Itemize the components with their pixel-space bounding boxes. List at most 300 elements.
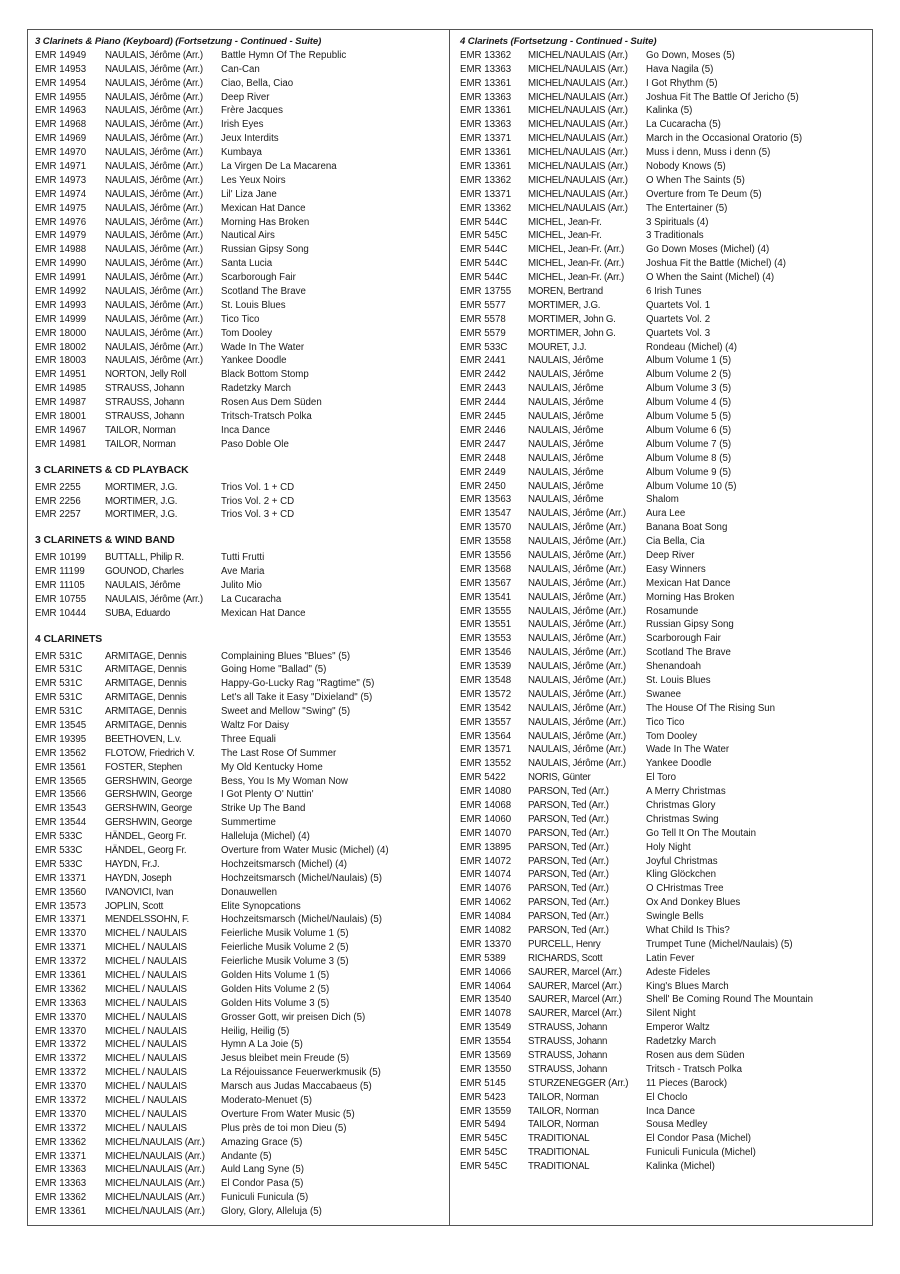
piece-title: Funiculi Funicula (5) — [221, 1192, 309, 1204]
catalog-row — [35, 1136, 445, 1150]
catalog-row — [35, 761, 445, 775]
piece-title: Heilig, Heilig (5) — [221, 1025, 290, 1037]
composer: TRADITIONAL — [528, 1133, 590, 1145]
piece-title: 6 Irish Tunes — [646, 286, 702, 298]
catalog-number: EMR 14064 — [460, 980, 512, 992]
catalog-row — [460, 507, 868, 521]
piece-title: Golden Hits Volume 2 (5) — [221, 983, 330, 995]
catalog-row — [460, 63, 868, 77]
piece-title: Deep River — [221, 91, 270, 103]
composer: TRADITIONAL — [528, 1147, 590, 1159]
composer: MICHEL / NAULAIS — [105, 1067, 187, 1079]
composer: MICHEL/NAULAIS (Arr.) — [105, 1150, 205, 1162]
catalog-row — [35, 650, 445, 664]
composer: MICHEL/NAULAIS (Arr.) — [528, 105, 628, 117]
catalog-row — [35, 104, 445, 118]
catalog-row — [460, 1118, 868, 1132]
composer: NAULAIS, Jérôme (Arr.) — [105, 105, 203, 117]
composer: MORTIMER, J.G. — [105, 481, 178, 493]
catalog-row — [460, 480, 868, 494]
catalog-number: EMR 13546 — [460, 647, 512, 659]
piece-title: Holy Night — [646, 841, 691, 853]
composer: SUBA, Eduardo — [105, 607, 171, 619]
composer: MOREN, Bertrand — [528, 286, 603, 298]
composer: PARSON, Ted (Arr.) — [528, 869, 609, 881]
composer: NAULAIS, Jérôme (Arr.) — [528, 647, 626, 659]
catalog-number: EMR 13370 — [35, 1081, 87, 1093]
piece-title: St. Louis Blues — [221, 299, 286, 311]
catalog-row — [35, 872, 445, 886]
catalog-row — [460, 549, 868, 563]
catalog-number: EMR 14076 — [460, 883, 512, 895]
composer: MICHEL/NAULAIS (Arr.) — [528, 174, 628, 186]
catalog-number: EMR 2445 — [460, 411, 506, 423]
catalog-row — [460, 1035, 868, 1049]
composer: MORTIMER, John G. — [528, 327, 616, 339]
catalog-number: EMR 531C — [35, 692, 83, 704]
piece-title: Wade In The Water — [646, 744, 730, 756]
catalog-number: EMR 13542 — [460, 702, 512, 714]
catalog-number: EMR 13565 — [35, 775, 87, 787]
composer: NAULAIS, Jérôme (Arr.) — [105, 174, 203, 186]
composer: STRAUSS, Johann — [528, 1022, 608, 1034]
catalog-row — [35, 354, 445, 368]
catalog-number: EMR 13361 — [460, 77, 512, 89]
catalog-row — [460, 1160, 868, 1174]
piece-title: Plus près de toi mon Dieu (5) — [221, 1122, 347, 1134]
catalog-number: EMR 13539 — [460, 661, 512, 673]
piece-title: Ave Maria — [221, 566, 265, 578]
catalog-number: EMR 10755 — [35, 593, 87, 605]
catalog-number: EMR 13573 — [35, 900, 87, 912]
catalog-number: EMR 2442 — [460, 369, 506, 381]
catalog-row — [35, 1205, 445, 1219]
composer: NAULAIS, Jérôme (Arr.) — [528, 633, 626, 645]
catalog-row — [460, 771, 868, 785]
catalog-number: EMR 2448 — [460, 452, 506, 464]
piece-title: Frère Jacques — [221, 105, 283, 117]
piece-title: Summertime — [221, 817, 276, 829]
composer: NORTON, Jelly Roll — [105, 369, 187, 381]
piece-title: Radetzky March — [646, 1036, 716, 1048]
catalog-row — [35, 705, 445, 719]
catalog-row — [35, 663, 445, 677]
piece-title: El Condor Pasa (5) — [221, 1178, 304, 1190]
composer: STURZENEGGER (Arr.) — [528, 1077, 629, 1089]
catalog-row — [35, 788, 445, 802]
piece-title: Silent Night — [646, 1008, 696, 1020]
catalog-number: EMR 14949 — [35, 49, 87, 61]
catalog-row — [460, 174, 868, 188]
catalog-row — [35, 1122, 445, 1136]
catalog-number: EMR 14993 — [35, 299, 87, 311]
catalog-number: EMR 14072 — [460, 855, 512, 867]
left-column — [35, 35, 445, 1219]
catalog-row — [35, 941, 445, 955]
catalog-number: EMR 531C — [35, 706, 83, 718]
catalog-row — [460, 882, 868, 896]
piece-title: Shalom — [646, 494, 679, 506]
catalog-row — [35, 1150, 445, 1164]
composer: MICHEL/NAULAIS (Arr.) — [528, 77, 628, 89]
catalog-row — [460, 299, 868, 313]
column-divider — [449, 29, 450, 1226]
catalog-row — [460, 91, 868, 105]
composer: TAILOR, Norman — [105, 438, 176, 450]
piece-title: Album Volume 2 (5) — [646, 369, 732, 381]
composer: HÄNDEL, Georg Fr. — [105, 844, 187, 856]
composer: NAULAIS, Jérôme — [528, 369, 604, 381]
composer: GOUNOD, Charles — [105, 566, 184, 578]
catalog-number: EMR 13559 — [460, 1105, 512, 1117]
composer: MOURET, J.J. — [528, 341, 587, 353]
catalog-number: EMR 13372 — [35, 1095, 87, 1107]
piece-title: Tritsch - Tratsch Polka — [646, 1063, 742, 1075]
section-title: 3 CLARINETS & WIND BAND — [35, 535, 175, 547]
catalog-number: EMR 14074 — [460, 869, 512, 881]
piece-title: Battle Hymn Of The Republic — [221, 49, 347, 61]
catalog-number: EMR 5145 — [460, 1077, 506, 1089]
catalog-row — [460, 202, 868, 216]
catalog-row — [460, 591, 868, 605]
piece-title: Yankee Doodle — [646, 758, 712, 770]
catalog-number: EMR 14979 — [35, 230, 87, 242]
composer: ARMITAGE, Dennis — [105, 719, 187, 731]
catalog-number: EMR 14988 — [35, 244, 87, 256]
catalog-number: EMR 2450 — [460, 480, 506, 492]
piece-title: Christmas Glory — [646, 799, 716, 811]
composer: MICHEL / NAULAIS — [105, 1039, 187, 1051]
catalog-row — [460, 646, 868, 660]
catalog-row — [35, 77, 445, 91]
catalog-number: EMR 13363 — [460, 119, 512, 131]
piece-title: Tom Dooley — [221, 327, 273, 339]
composer: TAILOR, Norman — [528, 1091, 599, 1103]
catalog-row — [35, 1108, 445, 1122]
piece-title: Album Volume 5 (5) — [646, 411, 732, 423]
composer: MICHEL/NAULAIS (Arr.) — [528, 188, 628, 200]
piece-title: Elite Synopcations — [221, 900, 301, 912]
catalog-number: EMR 13552 — [460, 758, 512, 770]
catalog-number: EMR 13370 — [460, 938, 512, 950]
catalog-number: EMR 13362 — [35, 983, 87, 995]
catalog-number: EMR 13560 — [35, 886, 87, 898]
catalog-row — [35, 368, 445, 382]
catalog-number: EMR 13372 — [35, 1039, 87, 1051]
catalog-row — [35, 299, 445, 313]
piece-title: Album Volume 9 (5) — [646, 466, 732, 478]
piece-title: Tico Tico — [221, 313, 260, 325]
composer: MORTIMER, J.G. — [105, 509, 178, 521]
composer: NAULAIS, Jérôme — [528, 480, 604, 492]
catalog-row — [35, 424, 445, 438]
composer: NAULAIS, Jérôme (Arr.) — [528, 674, 626, 686]
catalog-row — [460, 924, 868, 938]
catalog-row — [35, 243, 445, 257]
catalog-row — [460, 785, 868, 799]
catalog-number: EMR 13362 — [35, 1192, 87, 1204]
composer: NAULAIS, Jérôme (Arr.) — [528, 508, 626, 520]
catalog-number: EMR 14070 — [460, 827, 512, 839]
piece-title: Waltz For Daisy — [221, 719, 289, 731]
catalog-row — [460, 674, 868, 688]
composer: NAULAIS, Jérôme (Arr.) — [105, 327, 203, 339]
catalog-number: EMR 14990 — [35, 258, 87, 270]
composer: NAULAIS, Jérôme — [528, 452, 604, 464]
piece-title: Scotland The Brave — [646, 647, 731, 659]
composer: MICHEL/NAULAIS (Arr.) — [528, 202, 628, 214]
catalog-number: EMR 2443 — [460, 383, 506, 395]
composer: MICHEL/NAULAIS (Arr.) — [528, 91, 628, 103]
catalog-number: EMR 13557 — [460, 716, 512, 728]
composer: GERSHWIN, George — [105, 789, 192, 801]
piece-title: Trios Vol. 1 + CD — [221, 481, 295, 493]
catalog-number: EMR 13541 — [460, 591, 512, 603]
composer: MICHEL / NAULAIS — [105, 1122, 187, 1134]
piece-title: El Condor Pasa (Michel) — [646, 1133, 751, 1145]
piece-title: El Toro — [646, 772, 676, 784]
catalog-row — [35, 983, 445, 997]
catalog-row — [35, 802, 445, 816]
catalog-number: EMR 18001 — [35, 411, 87, 423]
catalog-number: EMR 14968 — [35, 119, 87, 131]
catalog-row — [460, 341, 868, 355]
catalog-row — [35, 495, 445, 509]
composer: PARSON, Ted (Arr.) — [528, 897, 609, 909]
piece-title: Marsch aus Judas Maccabaeus (5) — [221, 1081, 372, 1093]
catalog-row — [35, 481, 445, 495]
composer: MICHEL / NAULAIS — [105, 970, 187, 981]
catalog-number: EMR 2441 — [460, 355, 506, 367]
piece-title: Radetzky March — [221, 383, 291, 395]
catalog-row — [460, 688, 868, 702]
catalog-number: EMR 14975 — [35, 202, 87, 214]
piece-title: Emperor Waltz — [646, 1022, 710, 1034]
catalog-number: EMR 14951 — [35, 369, 87, 381]
composer: NAULAIS, Jérôme (Arr.) — [528, 758, 626, 770]
catalog-row — [460, 660, 868, 674]
catalog-number: EMR 13363 — [460, 91, 512, 103]
catalog-row — [460, 799, 868, 813]
catalog-row — [460, 938, 868, 952]
composer: MICHEL / NAULAIS — [105, 1108, 187, 1120]
composer: NAULAIS, Jérôme (Arr.) — [105, 77, 203, 89]
catalog-number: EMR 13363 — [35, 1164, 87, 1176]
catalog-number: EMR 14084 — [460, 911, 512, 923]
catalog-row — [460, 410, 868, 424]
catalog-row — [35, 1080, 445, 1094]
catalog-row — [460, 1132, 868, 1146]
catalog-number: EMR 13566 — [35, 789, 87, 801]
piece-title: Hava Nagila (5) — [646, 63, 714, 75]
piece-title: Grosser Gott, wir preisen Dich (5) — [221, 1011, 366, 1023]
piece-title: Golden Hits Volume 1 (5) — [221, 970, 330, 981]
piece-title: Album Volume 8 (5) — [646, 452, 732, 464]
catalog-row — [460, 188, 868, 202]
catalog-number: EMR 13547 — [460, 508, 512, 520]
catalog-number: EMR 544C — [460, 216, 508, 228]
composer: PARSON, Ted (Arr.) — [528, 786, 609, 798]
catalog-number: EMR 5578 — [460, 313, 506, 325]
catalog-row — [35, 775, 445, 789]
catalog-number: EMR 14080 — [460, 786, 512, 798]
catalog-number: EMR 13361 — [460, 161, 512, 173]
piece-title: 3 Traditionals — [646, 230, 704, 242]
piece-title: O When The Saints (5) — [646, 174, 745, 186]
catalog-number: EMR 13372 — [35, 1067, 87, 1079]
catalog-row — [35, 913, 445, 927]
composer: TRADITIONAL — [528, 1161, 590, 1173]
catalog-row — [460, 980, 868, 994]
piece-title: Let's all Take it Easy "Dixieland" (5) — [221, 692, 373, 704]
piece-title: Donauwellen — [221, 886, 278, 898]
catalog-number: EMR 13361 — [35, 1206, 87, 1218]
composer: MICHEL, Jean-Fr. (Arr.) — [528, 244, 624, 256]
catalog-number: EMR 533C — [460, 341, 508, 353]
piece-title: Trumpet Tune (Michel/Naulais) (5) — [646, 938, 793, 950]
piece-title: Nobody Knows (5) — [646, 161, 726, 173]
catalog-number: EMR 14082 — [460, 925, 512, 936]
piece-title: 11 Pieces (Barock) — [646, 1077, 728, 1089]
piece-title: Can-Can — [221, 63, 260, 75]
composer: JOPLIN, Scott — [105, 900, 164, 912]
catalog-number: EMR 13551 — [460, 619, 512, 631]
catalog-number: EMR 14971 — [35, 161, 87, 173]
catalog-number: EMR 13371 — [460, 133, 512, 145]
section-title: 4 CLARINETS — [35, 633, 103, 645]
composer: MICHEL/NAULAIS (Arr.) — [528, 63, 628, 75]
piece-title: Scotland The Brave — [221, 286, 306, 298]
piece-title: Jesus bleibet mein Freude (5) — [221, 1053, 350, 1065]
catalog-row — [35, 1025, 445, 1039]
catalog-row — [35, 997, 445, 1011]
catalog-row — [460, 452, 868, 466]
catalog-row — [35, 551, 445, 565]
piece-title: What Child Is This? — [646, 925, 730, 936]
catalog-row — [460, 118, 868, 132]
catalog-row — [35, 396, 445, 410]
catalog-number: EMR 545C — [460, 230, 508, 242]
piece-title: Inca Dance — [646, 1105, 696, 1117]
catalog-row — [460, 396, 868, 410]
piece-title: Andante (5) — [221, 1150, 272, 1162]
piece-title: Les Yeux Noirs — [221, 174, 286, 186]
catalog-row — [35, 202, 445, 216]
catalog-row — [35, 969, 445, 983]
composer: NAULAIS, Jérôme (Arr.) — [105, 355, 203, 367]
piece-title: I Got Plenty O' Nuttin' — [221, 789, 314, 801]
composer: IVANOVICI, Ivan — [105, 886, 174, 898]
catalog-row — [35, 593, 445, 607]
composer: NAULAIS, Jérôme — [528, 411, 604, 423]
piece-title: Kalinka (5) — [646, 105, 693, 117]
composer: NAULAIS, Jérôme (Arr.) — [105, 286, 203, 298]
piece-title: Overture From Water Music (5) — [221, 1108, 355, 1120]
section-title: 3 Clarinets & Piano (Keyboard) (Fortsetzung - Continued - Suite) — [35, 36, 322, 47]
catalog-number: EMR 545C — [460, 1147, 508, 1159]
composer: PURCELL, Henry — [528, 938, 601, 950]
catalog-row — [460, 966, 868, 980]
composer: PARSON, Ted (Arr.) — [528, 883, 609, 895]
composer: NAULAIS, Jérôme (Arr.) — [528, 605, 626, 617]
composer: MICHEL, Jean-Fr. (Arr.) — [528, 258, 624, 270]
piece-title: My Old Kentucky Home — [221, 761, 323, 773]
catalog-row — [35, 1038, 445, 1052]
catalog-number: EMR 2255 — [35, 481, 81, 493]
composer: ARMITAGE, Dennis — [105, 650, 187, 662]
catalog-number: EMR 533C — [35, 858, 83, 870]
catalog-number: EMR 14953 — [35, 63, 87, 75]
catalog-row — [460, 563, 868, 577]
piece-title: La Cucaracha — [221, 593, 282, 605]
catalog-row — [460, 868, 868, 882]
composer: PARSON, Ted (Arr.) — [528, 925, 609, 936]
composer: MORTIMER, John G. — [528, 313, 616, 325]
piece-title: O CHristmas Tree — [646, 883, 724, 895]
catalog-number: EMR 13554 — [460, 1036, 512, 1048]
piece-title: Mexican Hat Dance — [221, 202, 306, 214]
composer: NAULAIS, Jérôme — [528, 424, 604, 436]
composer: NAULAIS, Jérôme (Arr.) — [105, 119, 203, 131]
piece-title: St. Louis Blues — [646, 674, 711, 686]
catalog-row — [460, 730, 868, 744]
piece-title: Cia Bella, Cia — [646, 536, 705, 548]
composer: MICHEL/NAULAIS (Arr.) — [105, 1178, 205, 1190]
piece-title: Joyful Christmas — [646, 855, 718, 867]
catalog-number: EMR 13362 — [460, 202, 512, 214]
catalog-number: EMR 14955 — [35, 91, 87, 103]
catalog-row — [460, 438, 868, 452]
catalog-row — [35, 132, 445, 146]
catalog-number: EMR 14976 — [35, 216, 87, 228]
catalog-number: EMR 11105 — [35, 579, 85, 591]
composer: NAULAIS, Jérôme (Arr.) — [528, 702, 626, 714]
composer: MICHEL / NAULAIS — [105, 1053, 187, 1065]
piece-title: Overture from Water Music (Michel) (4) — [221, 844, 389, 856]
composer: NAULAIS, Jérôme (Arr.) — [528, 716, 626, 728]
catalog-row — [460, 605, 868, 619]
catalog-number: EMR 14060 — [460, 813, 512, 825]
composer: PARSON, Ted (Arr.) — [528, 841, 609, 853]
composer: GERSHWIN, George — [105, 817, 192, 829]
catalog-number: EMR 13371 — [35, 942, 87, 954]
catalog-number: EMR 13570 — [460, 522, 512, 534]
catalog-number: EMR 14967 — [35, 424, 87, 436]
section-4-clarinets-fortsetzung-continued-suite — [460, 35, 868, 1174]
piece-title: Hochzeitsmarsch (Michel/Naulais) (5) — [221, 914, 382, 926]
composer: PARSON, Ted (Arr.) — [528, 799, 609, 811]
catalog-number: EMR 13540 — [460, 994, 512, 1006]
piece-title: March in the Occasional Oratorio (5) — [646, 133, 803, 145]
catalog-row — [35, 49, 445, 63]
composer: NAULAIS, Jérôme (Arr.) — [105, 147, 203, 159]
catalog-number: EMR 13361 — [460, 105, 512, 117]
catalog-number: EMR 544C — [460, 258, 508, 270]
composer: SAURER, Marcel (Arr.) — [528, 1008, 622, 1020]
catalog-row — [35, 91, 445, 105]
composer: MICHEL, Jean-Fr. — [528, 216, 602, 228]
catalog-number: EMR 18000 — [35, 327, 87, 339]
catalog-row — [35, 174, 445, 188]
composer: NAULAIS, Jérôme (Arr.) — [528, 730, 626, 742]
composer: ARMITAGE, Dennis — [105, 678, 187, 690]
catalog-number: EMR 11199 — [35, 566, 85, 578]
composer: STRAUSS, Johann — [528, 1036, 608, 1048]
catalog-row — [460, 827, 868, 841]
catalog-number: EMR 13567 — [460, 577, 512, 589]
catalog-row — [460, 535, 868, 549]
section-3-clarinets-cd-playback — [35, 464, 445, 523]
